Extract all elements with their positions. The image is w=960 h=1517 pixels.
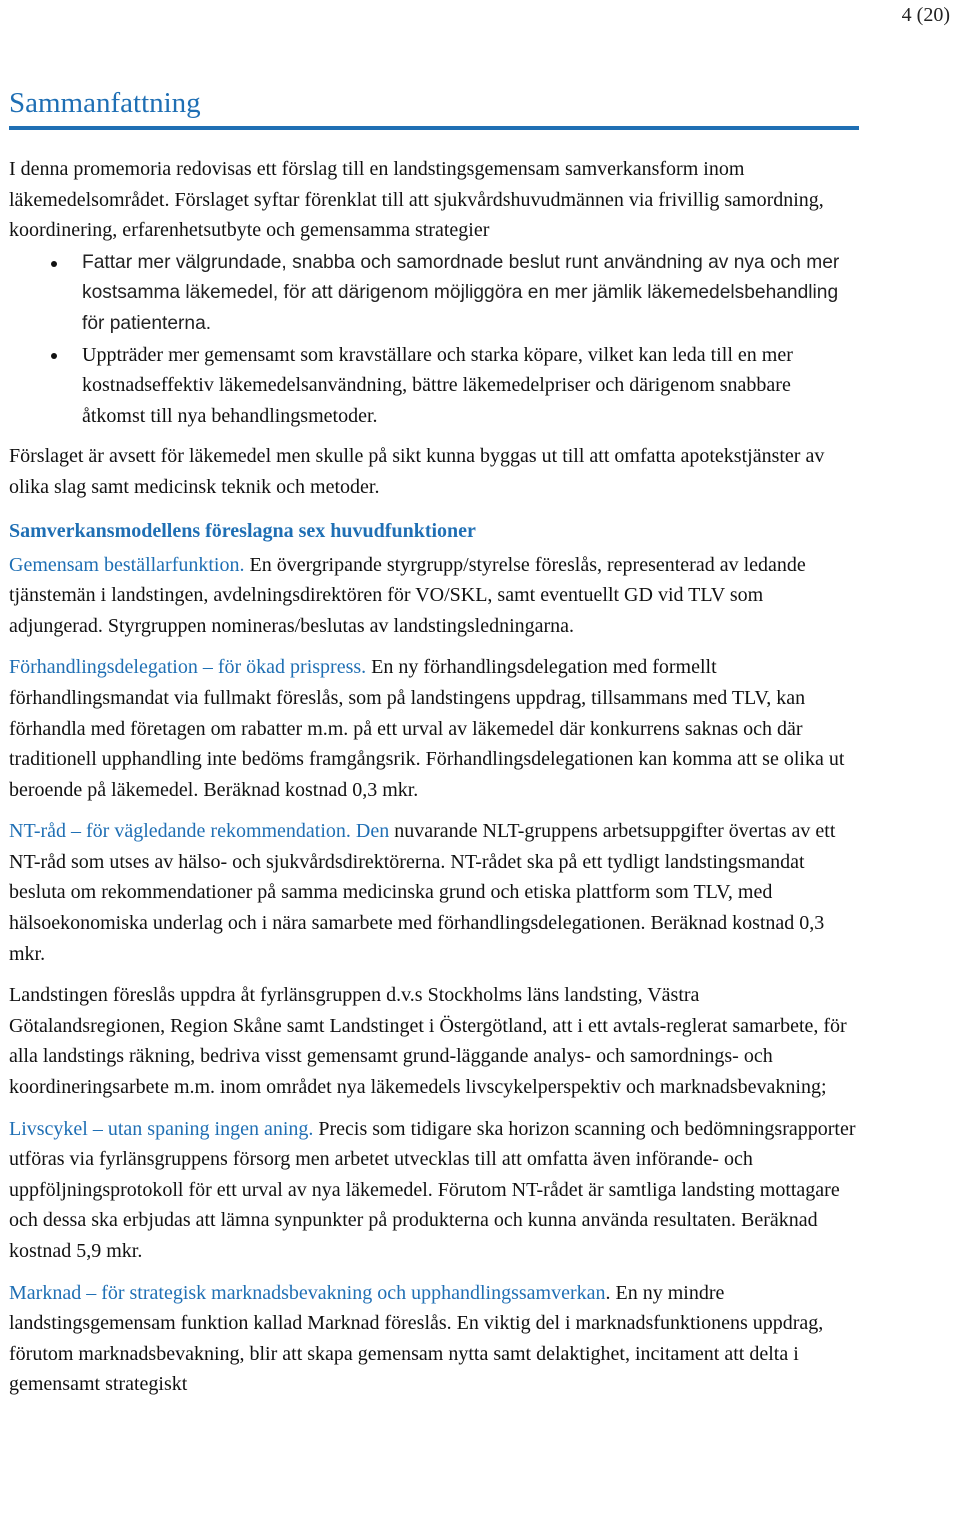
list-item	[9, 340, 859, 432]
section-paragraph	[9, 550, 859, 642]
section-lead: Livscykel – utan spaning ingen aning.	[9, 1117, 314, 1140]
section-text: Landstingen föreslås uppdra åt fyrlänsgruppen d.v.s Stockholms läns landsting, Västra Götalandsregionen, Region Skåne samt Landstinget i Östergötland, att i ett avtals-reglerat samarbete, för alla landstings räkning, bedriva visst gemensamt grund-läggande analys- och samordnings- och koordineringsarbete m.m. inom området nya läkemedels livscykelperspektiv och marknadsbevakning;	[9, 984, 847, 1099]
document-body	[9, 86, 859, 1400]
section-text: Precis som tidigare ska horizon scanning och bedömningsrapporter utföras via fyrlänsgruppens försorg men arbetet utvecklas till att omfatta även införande- och uppföljningsprotokoll för ett urval av nya läkemedel. Förutom NT-rådet är samtliga landsting mottagare och dessa ska erbjudas att lämna synpunkter på produkterna och kunna använda resultaten. Beräknad kostnad 5,9 mkr.	[9, 1117, 856, 1262]
section-paragraph	[9, 980, 859, 1102]
section-text: nuvarande NLT-gruppens arbetsuppgifter övertas av ett NT-råd som utses av hälso- och sjukvårdsdirektörerna. NT-rådet ska på ett tydligt landstingsmandat besluta om rekommendationer på samma medicinska grund och etiska plattform som TLV, med hälsoekonomiska underlag och i nära samarbete med förhandlingsdelegationen. Beräknad kostnad 0,3 mkr.	[9, 820, 836, 965]
section-heading: Sammanfattning	[9, 86, 859, 130]
section-text: En övergripande styrgrupp/styrelse föreslås, representerad av ledande tjänstemän i landstingen, avdelningsdirektören för VO/SKL, samt eventuellt GD vid TLV som adjungerad. Styrgruppen nomineras/beslutas av landstingsledningarna.	[9, 553, 806, 637]
section-paragraph	[9, 816, 859, 969]
bullet-icon	[51, 353, 57, 359]
scope-paragraph: Förslaget är avsett för läkemedel men skulle på sikt kunna byggas ut till att omfatta apotekstjänster av olika slag samt medicinsk teknik och metoder.	[9, 445, 825, 498]
bullet-list	[9, 248, 859, 432]
section-lead: Marknad – för strategisk marknadsbevakning och upphandlingssamverkan	[9, 1281, 606, 1304]
list-item-text: Uppträder mer gemensamt som kravställare och starka köpare, vilket kan leda till en mer kostnadseffektiv läkemedelsanvändning, bättre läkemedelpriser och därigenom snabbare åtkomst till nya behandlingsmetoder.	[82, 343, 793, 427]
section-lead: NT-råd – för vägledande rekommendation. Den	[9, 820, 390, 843]
subheading: Samverkansmodellens föreslagna sex huvudfunktioner	[9, 519, 476, 542]
list-item-text: Fattar mer välgrundade, snabba och samordnade beslut runt användning av nya och mer kostsamma läkemedel, för att därigenom möjliggöra en mer jämlik läkemedelsbehandling för patienterna.	[82, 251, 840, 334]
section-paragraph	[9, 1278, 859, 1400]
section-text: . En ny mindre landstingsgemensam funktion kallad Marknad föreslås. En viktig del i marknadsfunktionens uppdrag, förutom marknadsbevakning, blir att skapa gemensam nytta samt delaktighet, incitament att delta i gemensamt strategiskt	[9, 1281, 824, 1396]
list-item	[9, 248, 859, 340]
section-paragraph	[9, 652, 859, 805]
section-lead: Gemensam beställarfunktion.	[9, 553, 245, 576]
section-lead: Förhandlingsdelegation – för ökad prispress.	[9, 656, 367, 679]
bullet-icon	[51, 261, 57, 267]
section-paragraph	[9, 1114, 859, 1267]
section-text: En ny förhandlingsdelegation med formellt förhandlingsmandat via fullmakt föreslås, som på landstingens uppdrag, tillsammans med TLV, kan förhandla med företagen om rabatter m.m. på ett urval av läkemedel där konkurrens saknas och där traditionell upphandling inte bedöms framgångsrik. Förhandlingsdelegationen kan komma att se olika ut beroende på läkemedel. Beräknad kostnad 0,3 mkr.	[9, 656, 845, 801]
page-number: 4 (20)	[901, 4, 950, 26]
intro-paragraph: I denna promemoria redovisas ett förslag till en landstingsgemensam samverkansform inom läkemedelsområdet. Förslaget syftar förenklat till att sjukvårdshuvudmännen via frivillig samordning, koordinering, erfarenhetsutbyte och gemensamma strategier	[9, 158, 824, 242]
